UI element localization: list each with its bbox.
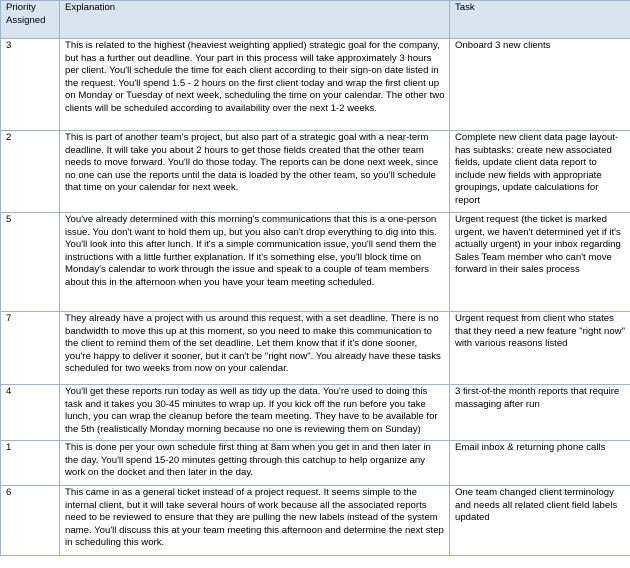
priority-cell: 1 <box>1 441 60 486</box>
header-priority: Priority Assigned <box>1 1 60 39</box>
table-row <box>1 486 630 556</box>
explanation-cell: They already have a project with us around this request, with a set deadline. There is no bandwidth to move this up at this moment, so you need to make this communication to the client to remind them of the set deadline. Let them know that if it's done sooner, you're happy to deliver it sooner, but it can't be "right now". You already have these tasks scheduled for two weeks from now on your calendar. <box>60 312 450 385</box>
task-cell: Complete new client data page layout- has subtasks: create new associated fields, update client data report to include new fields with appropriate groupings, update calculations for report <box>450 131 630 213</box>
task-cell: 3 first-of-the month reports that require massaging after run <box>450 385 630 441</box>
explanation-cell: You've already determined with this morning's communications that this is a one-person issue. You don't want to hold them up, but you also can't drop everything to dig into this. You'll look into this after lunch. If it's a simple communication issue, you'll send them the instructions with a little further explanation. If it's something else, you'll block time on Monday's calendar to work through the issue and speak to a couple of team members about this in the afternoon when you have your team meeting scheduled. <box>60 213 450 312</box>
table-row <box>1 213 630 312</box>
priority-cell: 7 <box>1 312 60 385</box>
priority-cell: 6 <box>1 486 60 556</box>
table-row <box>1 385 630 441</box>
header-task: Task <box>450 1 630 39</box>
task-cell: One team changed client terminology and needs all related client field labels updated <box>450 486 630 556</box>
priority-cell: 3 <box>1 39 60 131</box>
task-cell: Urgent request from client who states that they need a new feature "right now" with various reasons listed <box>450 312 630 385</box>
priority-cell: 4 <box>1 385 60 441</box>
table-row <box>1 441 630 486</box>
explanation-cell: This is part of another team's project, but also part of a strategic goal with a near-term deadline. It will take you about 2 hours to get those fields created that the other team needs to move forward. You'll do those today. The reports can be done next week, since no one can use the reports until the data is loaded by the other team, so you'll schedule that time on your calendar for next week. <box>60 131 450 213</box>
table-row <box>1 39 630 131</box>
priority-cell: 5 <box>1 213 60 312</box>
explanation-cell: This is done per your own schedule first thing at 8am when you get in and then later in the day. You'll spend 15-20 minutes getting through this catchup to help organize any work on the docket and then later in the day. <box>60 441 450 486</box>
priority-cell: 2 <box>1 131 60 213</box>
task-cell: Email inbox & returning phone calls <box>450 441 630 486</box>
header-row <box>1 1 630 39</box>
header-explanation: Explanation <box>60 1 450 39</box>
task-cell: Onboard 3 new clients <box>450 39 630 131</box>
explanation-cell: This came in as a general ticket instead of a project request. It seems simple to the internal client, but it will take several hours of work because all the associated reports need to be reviewed to ensure that they are pulling the new labels instead of the system name. You'll discuss this at your team meeting this afternoon and determine the next step in scheduling this work. <box>60 486 450 556</box>
task-cell: Urgent request (the ticket is marked urgent, we haven't determined yet if it's actually urgent) in your inbox regarding Sales Team member who can't move forward in their sales process <box>450 213 630 312</box>
explanation-cell: You'll get these reports run today as well as tidy up the data. You're used to doing this task and it takes you 30-45 minutes to wrap up. If you kick off the run before you take lunch, you can wrap the cleanup before the team meeting. They have to be available for the 5th (realistically Monday morning because no one is reviewing them on Sunday) <box>60 385 450 441</box>
table-row <box>1 131 630 213</box>
explanation-cell: This is related to the highest (heaviest weighting applied) strategic goal for the company, but has a further out deadline. Your part in this process will take approximately 3 hours per client. You'll schedule the time for each client according to their sign-on date listed in the request. You'll spend 1.5 - 2 hours on the first client today and wrap the first client up on Monday or Tuesday of next week, scheduling the time on your calendar. The other two clients will be scheduled according to availability over the next 1-2 weeks. <box>60 39 450 131</box>
table-row <box>1 312 630 385</box>
